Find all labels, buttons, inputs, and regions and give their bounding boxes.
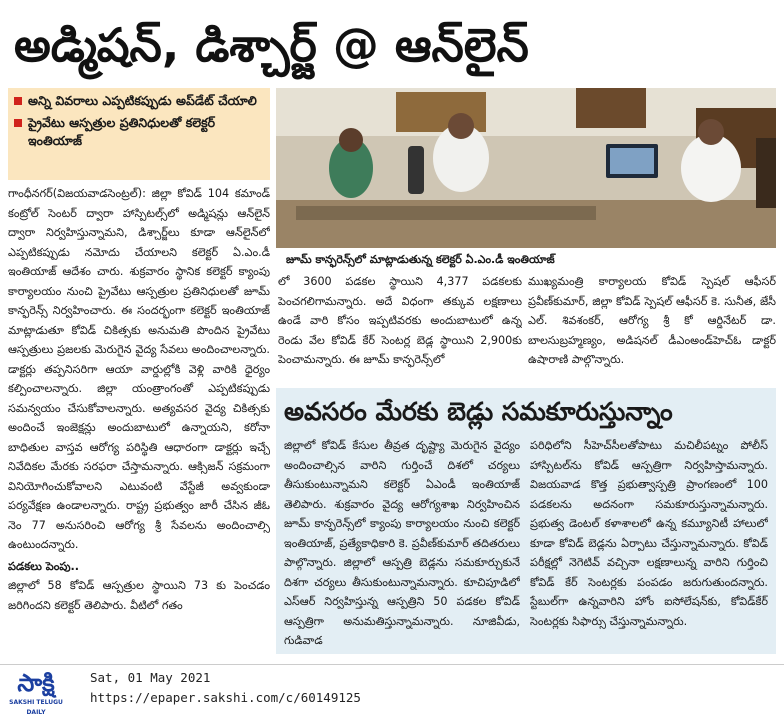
logo-subtitle: SAKSHI TELUGU DAILY: [9, 699, 63, 716]
bullet-item: [14, 92, 264, 110]
logo-wordmark: సాక్షి: [17, 669, 55, 697]
square-bullet-icon: [14, 119, 22, 127]
square-bullet-icon: [14, 97, 22, 105]
epaper-link[interactable]: https://epaper.sakshi.com/c/60149125: [90, 690, 361, 705]
related-story-column-1: జిల్లాలో కోవిడ్ కేసుల తీవ్రత దృష్ట్యా మెరుగైన వైద్యం అందించాల్సిన వారిని గుర్తించే దిశలో చర్యలు తీసుకుంటున్నామని కలెక్టర్ ఏఎండీ ఇంతియాజ్ తెలిపారు. శుక్రవారం వైద్య ఆరోగ్యశాఖ నిర్వహించిన జూమ్ కాన్ఫరెన్స్‌లో క్యాంపు కార్యాలయం నుంచి కలెక్టర్ ఇంతియాజ్, ప్రత్యేకాధికారి కె. ప్రవీణ్‌కుమార్ తదితరులు పాల్గొన్నారు. జిల్లాలో ఆస్పత్రి బెడ్లను సమకూర్చుకునే దిశగా చర్యలు తీసుకుంటున్నామన్నారు. కూచిపూడిలో ఎస్ఆర్ నిర్వహిస్తున్న ఆస్పత్రిని 50 పడకల కోవిడ్ ఆస్పత్రిగా అనుమతిస్తున్నామన్నారు. నూజివీడు, గుడివాడ: [284, 439, 520, 647]
publication-date: Sat, 01 May 2021: [90, 670, 211, 685]
epaper-footer: [0, 664, 784, 716]
meeting-photo-illustration: [276, 88, 776, 248]
related-story-headline: అవసరం మేరకు బెడ్లు సమకూరుస్తున్నాం: [284, 397, 673, 426]
news-photo: [276, 88, 776, 248]
article-column-3: ముఖ్యమంత్రి కార్యాలయ కోవిడ్ స్పెషల్ ఆఫీసర్ ప్రవీణ్‌కుమార్, జిల్లా కోవిడ్ స్పెషల్ ఆఫీసర్ కె. సునీత, జేసీ ఎల్. శివశంకర్, ఆరోగ్య శ్రీ కో ఆర్డినేటర్ డా. బాలసుబ్రహ్మణ్యం, అడిషనల్ డీఎంఅండ్‌హెచ్ఓ డాక్టర్ ఉషారాణి పాల్గొన్నారు.: [528, 275, 776, 366]
article-body-text: గాంధీనగర్(విజయవాడసెంట్రల్): జిల్లా కోవిడ్ 104 కమాండ్ కంట్రోల్ సెంటర్ ద్వారా హాస్పిటల్స్‌లో అడ్మిషన్లు ఆన్‌లైన్ ద్వారా నిర్వహిస్తున్నామని, డిశ్చార్జ్‌లు కూడా ఆన్‌లైన్‌లో ఎప్పటికప్పుడు నమోదు చేయాలని కలెక్టర్ ఏ.ఎం.డీ ఇంతియాజ్ ఆదేశం చారు. శుక్రవారం స్థానిక కలెక్టర్ క్యాంపు కార్యాలయం నుంచి ప్రైవేటు ఆస్పత్రుల ప్రతినిధులతో జూమ్ కాన్ఫరెన్స్ నిర్వహించారు. ఈ సందర్భంగా కలెక్టర్ ఇంతియాజ్ మాట్లాడుతూ కోవిడ్ చికిత్సకు అనుమతి పొందిన ప్రైవేటు ఆస్పత్రులు ప్రజలకు మెరుగైన వైద్య సేవలు అందించాలన్నారు. డాక్టర్లు తప్పనిసరిగా ఆయా వార్డుల్లోకి వెళ్లి వారికి ధైర్యం కల్పించాలన్నారు. జిల్లా యంత్రాంగంతో ఎప్పటికప్పుడు సమన్వయం చేసుకోవాలన్నారు. అత్యవసర వైద్య చికిత్సకు అందించే ఇంజెక్షన్లు అందుబాటులో ఉన్నాయని, కరోనా బాధితుల వాస్తవ ఆరోగ్య పరిస్థితి ఆధారంగా డాక్టర్లు ఇచ్చే నివేదికల మేరకు సరఫరా చేస్తామన్నారు. ఆక్సిజన్ సక్రమంగా వినియోగించుకోవాలని ఎటువంటి వేస్టేజీ అవ్వకుండా పర్యవేక్షణ ఉండాలన్నారు. రాష్ట్ర ప్రభుత్వం జారీ చేసిన జీఓ నెం 77 అనుసరించి ఆరోగ్య శ్రీ సేవలను అందించాల్సి ఉంటుందన్నారు.: [8, 187, 270, 551]
bullet-text: అన్ని వివరాలు ఎప్పటికప్పుడు అప్‌డేట్ చేయాలి: [28, 93, 257, 108]
article-body-text: జిల్లాలో 58 కోవిడ్ ఆస్పత్రుల స్థాయిని 73 కు పెంచడం జరిగిందని కలెక్టర్ తెలిపారు. వీటిలో గతం: [8, 579, 270, 612]
related-story-column-2: పరిధిలోని సీహెచ్‌సీలతోపాటు మచిలీపట్నం పోలీస్ హాస్పిటల్‌ను కోవిడ్ ఆస్పత్రిగా నిర్వహిస్తామన్నారు. విజయవాడ కొత్త ప్రభుత్వాస్పత్రి ప్రాంగణంలో 100 పడకలను అదనంగా సమకూరుస్తున్నామన్నారు. ప్రభుత్వ డెంటల్ కళాశాలలో ఉన్న కమ్యూనిటీ హాలులో కూడా కోవిడ్ బెడ్లను ఏర్పాటు చేస్తున్నామన్నారు. కోవిడ్ పరీక్షల్లో నెగెటివ్ వచ్చినా లక్షణాలున్న వారిని గుర్తించి కోవిడ్ కేర్ సెంటర్లకు పంపడం జరుగుతుందన్నారు. స్టేబుల్‌గా ఉన్నవారిని హోం ఐసోలేషన్‌కు, కోవిడ్‌కేర్ సెంటర్లకు సిఫార్సు చేస్తున్నామన్నారు.: [530, 439, 768, 628]
article-column-2: లో 3600 పడకల స్థాయిని 4,377 పడకలకు పెంచగలిగామన్నారు. అదే విధంగా తక్కువ లక్షణాలు ఉండే వారి కోసం ఇప్పటివరకు అందుబాటులో ఉన్న రెండు వేల కోవిడ్ కేర్ సెంటర్ల బెడ్ల స్థాయిని 2,900కు పెంచామన్నారు. ఈ జూమ్ కాన్ఫరెన్స్‌లో: [278, 275, 522, 366]
bullet-text: ప్రైవేటు ఆస్పత్రుల ప్రతినిధులతో కలెక్టర్ ఇంతియాజ్: [28, 115, 216, 148]
headline: అడ్మిషన్, డిశ్చార్జ్ @ ఆన్‌లైన్: [14, 18, 529, 72]
sakshi-logo: [6, 669, 66, 716]
related-story-box: [276, 388, 776, 654]
photo-caption: జూమ్ కాన్ఫరెన్స్‌లో మాట్లాడుతున్న కలెక్టర్ ఏ.ఎం.డీ ఇంతియాజ్: [286, 253, 555, 266]
highlight-bullets: [8, 88, 270, 180]
article-subhead: పడకలు పెంపు..: [8, 559, 80, 573]
bullet-item: [14, 114, 264, 150]
article-column-1: [8, 184, 270, 644]
